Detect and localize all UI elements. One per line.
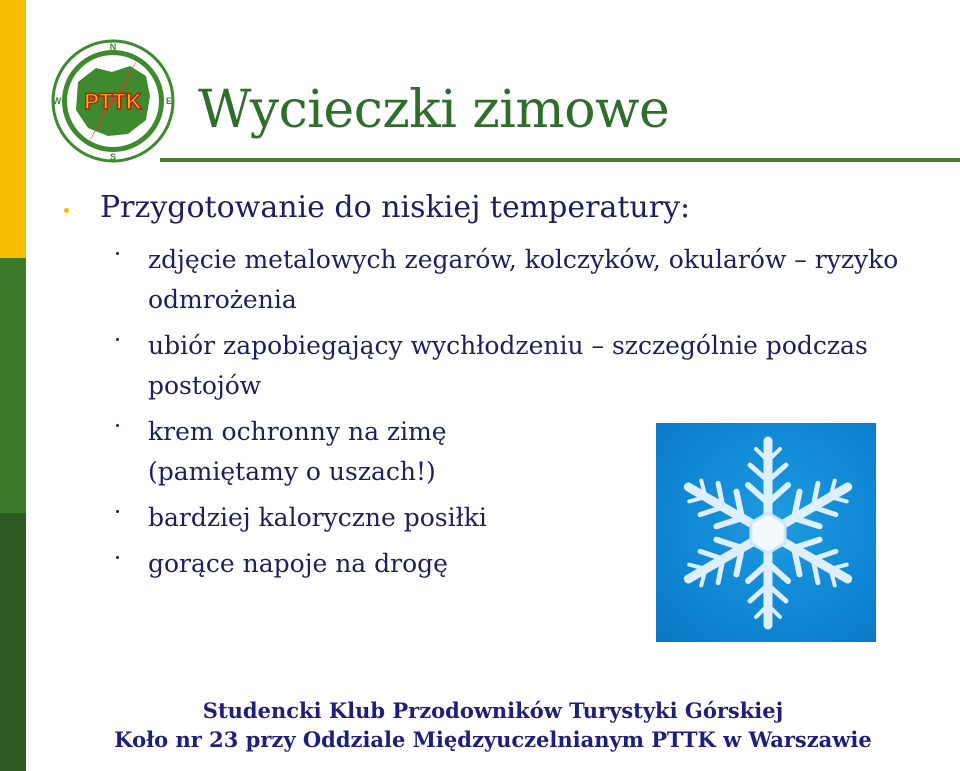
sub-bullet-text: krem ochronny na zimę (pamiętamy o uszach!) [148,417,447,486]
bullet-icon [116,424,119,427]
bullet-icon [116,510,119,513]
snowflake-icon [656,423,876,642]
bullet-icon [116,252,119,255]
pttk-logo [50,38,176,164]
sub-bullet [58,412,558,492]
snowflake-photo [656,423,876,642]
compass-w: W [52,96,62,106]
footer-club-name: Studencki Klub Przodowników Turystyki Górskiej [202,698,784,723]
compass-s: S [109,152,117,162]
compass-e: E [165,96,173,106]
sub-bullet [58,240,938,320]
logo-text: PTTK [84,89,142,114]
bullet-icon [116,556,119,559]
sub-bullet [58,326,938,406]
bullet-icon [64,208,69,213]
sub-bullet-text: bardziej kaloryczne posiłki [148,503,487,532]
main-bullet-text: Przygotowanie do niskiej temperatury: [100,190,691,225]
side-bar-dark-green [0,513,26,771]
title-divider [160,158,960,162]
sub-bullet-text: ubiór zapobiegający wychłodzeniu – szczególnie podczas postojów [148,331,868,400]
main-bullet [58,188,938,228]
bullet-icon [116,338,119,341]
sub-bullet-text: gorące napoje na drogę [148,549,448,578]
footer-club-branch: Koło nr 23 przy Oddziale Międzyuczelnianym PTTK w Warszawie [114,727,872,752]
side-bar-green [0,258,26,513]
slide-title: Wycieczki zimowe [198,80,670,140]
compass-n: N [109,42,117,52]
sub-bullet-text: zdjęcie metalowych zegarów, kolczyków, okularów – ryzyko odmrożenia [148,245,899,314]
side-bar-yellow [0,0,26,258]
